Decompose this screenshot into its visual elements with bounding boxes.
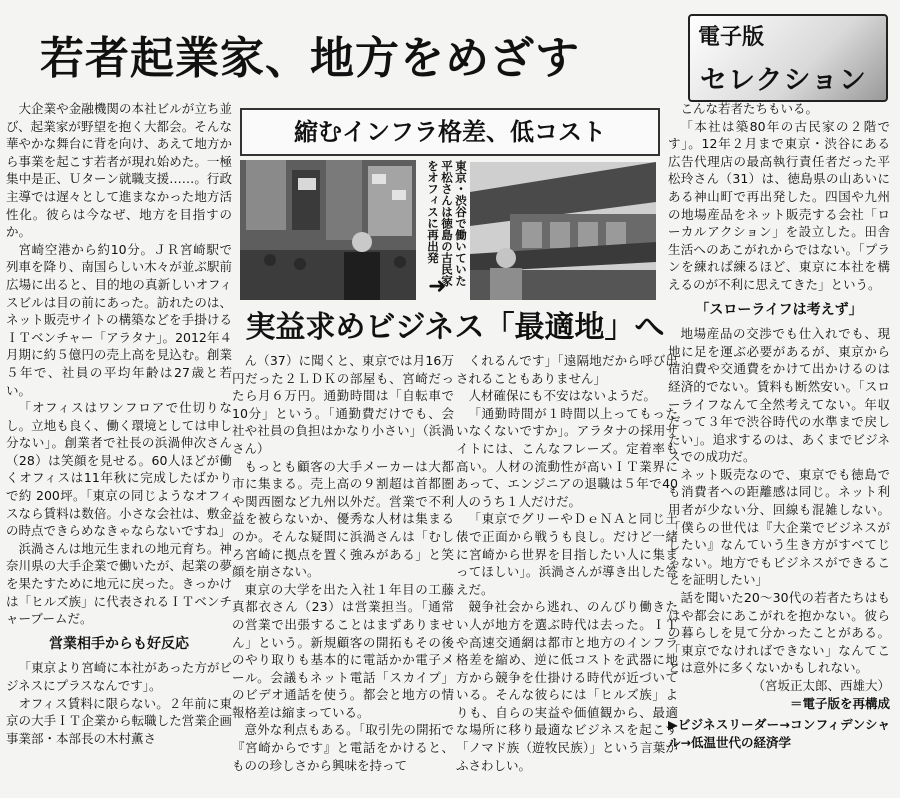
photo-shibuya bbox=[240, 160, 416, 300]
badge-line2: セレクション bbox=[700, 65, 867, 96]
paragraph: 宮崎空港から約10分。ＪＲ宮崎駅で列車を降り、南国らしい木々が並ぶ駅前広場に出ると、目的地の真新しいオフィスビルは目の前にあった。訪れたのは、ネット販売サイトの構築などを手掛けるＩＴベンチャー「アラタナ」。2012年４月期に約５億円の売上高を見込む。創業５年で、社員の平均年齢は27歳と若い。 bbox=[6, 241, 232, 398]
section-heading: 「スローライフは考えず」 bbox=[695, 301, 863, 318]
paragraph: 浜渦さんは地元生まれの地元育ち。神奈川県の大手企業で働いたが、起業の夢を果たすために地元に戻った。きっかけは「ヒルズ族」に代表されるＩＴベンチャーブームだ。 bbox=[6, 540, 232, 627]
paragraph: ネット販売なので、東京でも徳島でも消費者への距離感は同じ。ネット利用者が少ない分、回線も混雑しない。「僕らの世代は『大企業でビジネスがしたい』なんていう生き方がすべてじゃない。地方でもビジネスができることを証明したい」 bbox=[668, 466, 890, 588]
arrow-icon: ➜ bbox=[428, 274, 447, 299]
paragraph: こんな若者たちもいる。 bbox=[680, 101, 819, 116]
mid-headline: 実益求めビジネス「最適地」へ bbox=[245, 310, 665, 345]
paragraph: 「オフィスはワンフロアで仕切りなし。立地も良く、働く環境としては申し分ない」。創業者で社長の浜渦伸次さん（28）は笑顔を見せる。60人ほどが働くオフィスは11年秋に完成したばかりで約 200坪。「東京の同じようなオフィスなら賃料は数倍。小さな会社は、敷金の時点できらめなきゃならないですね」 bbox=[6, 400, 232, 539]
paragraph: 意外な利点もある。「取引先の開拓で『宮崎からです』と電話をかけると、ものの珍しさから興味を持って bbox=[232, 722, 454, 773]
paragraph: もっとも顧客の大手メーカーは大都市に集まる。売上高の９割超は首都圏や関西圏など九州以外だ。営業で不利益を被らないか、優秀な人材は集まるのか。そんな疑問に浜渦さんは「むしろ宮崎に拠点を置く強みがある」と笑顔を崩さない。 bbox=[232, 458, 454, 580]
paragraph: 話を聞いた20～30代の若者たちはもはや都会にあこがれを抱かない。彼らの暮らしを見て分かったことがある。「東京でなければできない」なんてことは意外に多くないかもしれない。 bbox=[668, 590, 890, 676]
reprint-note: ＝電子版を再構成 bbox=[789, 695, 890, 711]
edition-badge bbox=[688, 14, 888, 102]
article-column-1 bbox=[6, 100, 232, 798]
paragraph: 「本社は築80年の古民家の２階です」。12年２月まで東京・渋谷にある広告代理店の最高執行責任者だった平松玲さん（31）は、徳島県の山あいにある神山町で再出発した。四国や九州の地場産品をネット販売する会社「ローカルアクション」を設立した。田舎生活へのあこがれからではない。「プランを練れば練るほど、東京に本社を構えるのが不利に思えてきた」という。 bbox=[668, 118, 890, 292]
article-column-3 bbox=[456, 352, 678, 798]
paragraph: オフィス賃料に限らない。２年前に東京の大手ＩＴ企業から転職した営業企画事業部・本部長の木村薫さ bbox=[6, 695, 232, 746]
related-link[interactable]: ▶ビジネスリーダー→コンフィデンシャル→低温世代の経済学 bbox=[668, 717, 890, 750]
paragraph: 「東京より宮崎に本社があった方がビジネスにプラスなんです」。 bbox=[6, 660, 232, 693]
photo-caption: 東京・渋谷で働いていた 平松さんは徳島の古民家 をオフィスに再出発 bbox=[426, 160, 468, 287]
paragraph: 地場産品の交渉でも仕入れでも、現地に足を運ぶ必要があるが、東京から宿泊費や交通費をかけて出かけるのは経済的でない。賃料も断然安い。「スローライフなんて全然考えてない。年収だって３年で渋谷時代の水準まで戻したい」。追求するのは、あくまでビジネスでの成功だ。 bbox=[668, 326, 890, 465]
photo-kominka bbox=[470, 162, 656, 300]
badge-line1: 電子版 bbox=[698, 25, 765, 50]
paragraph: 競争社会から逃れ、のんびり働きたい人が地方を選ぶ時代は去った。ＩＴや高速交通網は都市と地方のインフラ格差を縮め、逆に低コストを武器に地方から競争を仕掛ける時代が近づいている。そんな彼らには「ヒルズ族」よりも、自らの実益や価値観から、最適な場所に移り最適なビジネスを起こす「ノマド族（遊牧民族）」という言葉がふさわしい。 bbox=[456, 599, 678, 773]
paragraph: 「通勤時間が１時間以上ってもったいなくないですか」。アラタナの採用サイトには、こんなフレーズ。定着率も高い。人材の流動性が高いＩＴ業界にあって、エンジニアの退職は５年で40人のうち１人だけだ。 bbox=[456, 405, 678, 509]
paragraph: 「東京でグリーやＤｅＮＡと同じ土俵で正面から戦うも良し。だけど一緒に宮崎から世界を目指したい人に集まってほしい」。浜渦さんが導き出した答えだ。 bbox=[456, 511, 678, 597]
paragraph: 東京の大学を出た入社１年目の工藤真都衣さん（23）は営業担当。「通常の営業で出張することはまずありません」という。新規顧客の開拓もその後のやり取りも基本的に電話かか電子メール。会議もネット電話「スカイプ」のビデオ通話を使う。都会と地方の情報格差は縮まっている。 bbox=[232, 581, 454, 720]
byline: （宮坂正太郎、西雄大） bbox=[752, 678, 890, 693]
article-column-2 bbox=[232, 352, 454, 798]
paragraph: 大企業や金融機関の本社ビルが立ち並び、起業家が野望を抱く大都会。そんな華やかな舞台に背を向け、あえて地方から事業を起こす若者が現れ始めた。一極集中是正、Ｕターン就職支援……。行政主導では遅々として進まなかった地方活性化。彼らは今なぜ、地方を目指すのか。 bbox=[6, 101, 232, 240]
paragraph: ん（37）に聞くと、東京では月16万円だった２ＬＤＫの部屋も、宮崎だったら月６万円。通勤時間は「自転車で10分」という。「通勤費だけでも、会社や社員の負担はかなり小さい」（浜渦さん） bbox=[232, 353, 454, 456]
section-heading: 営業相手からも好反応 bbox=[49, 635, 189, 652]
article-column-4 bbox=[668, 100, 890, 798]
subheadline: 縮むインフラ格差、低コスト bbox=[240, 108, 660, 156]
paragraph: くれるんです」「遠隔地だから呼び出されることもありません」 bbox=[456, 353, 678, 386]
paragraph: 人材確保にも不安はないようだ。 bbox=[468, 388, 657, 404]
headline: 若者起業家、地方をめざす bbox=[40, 33, 580, 84]
